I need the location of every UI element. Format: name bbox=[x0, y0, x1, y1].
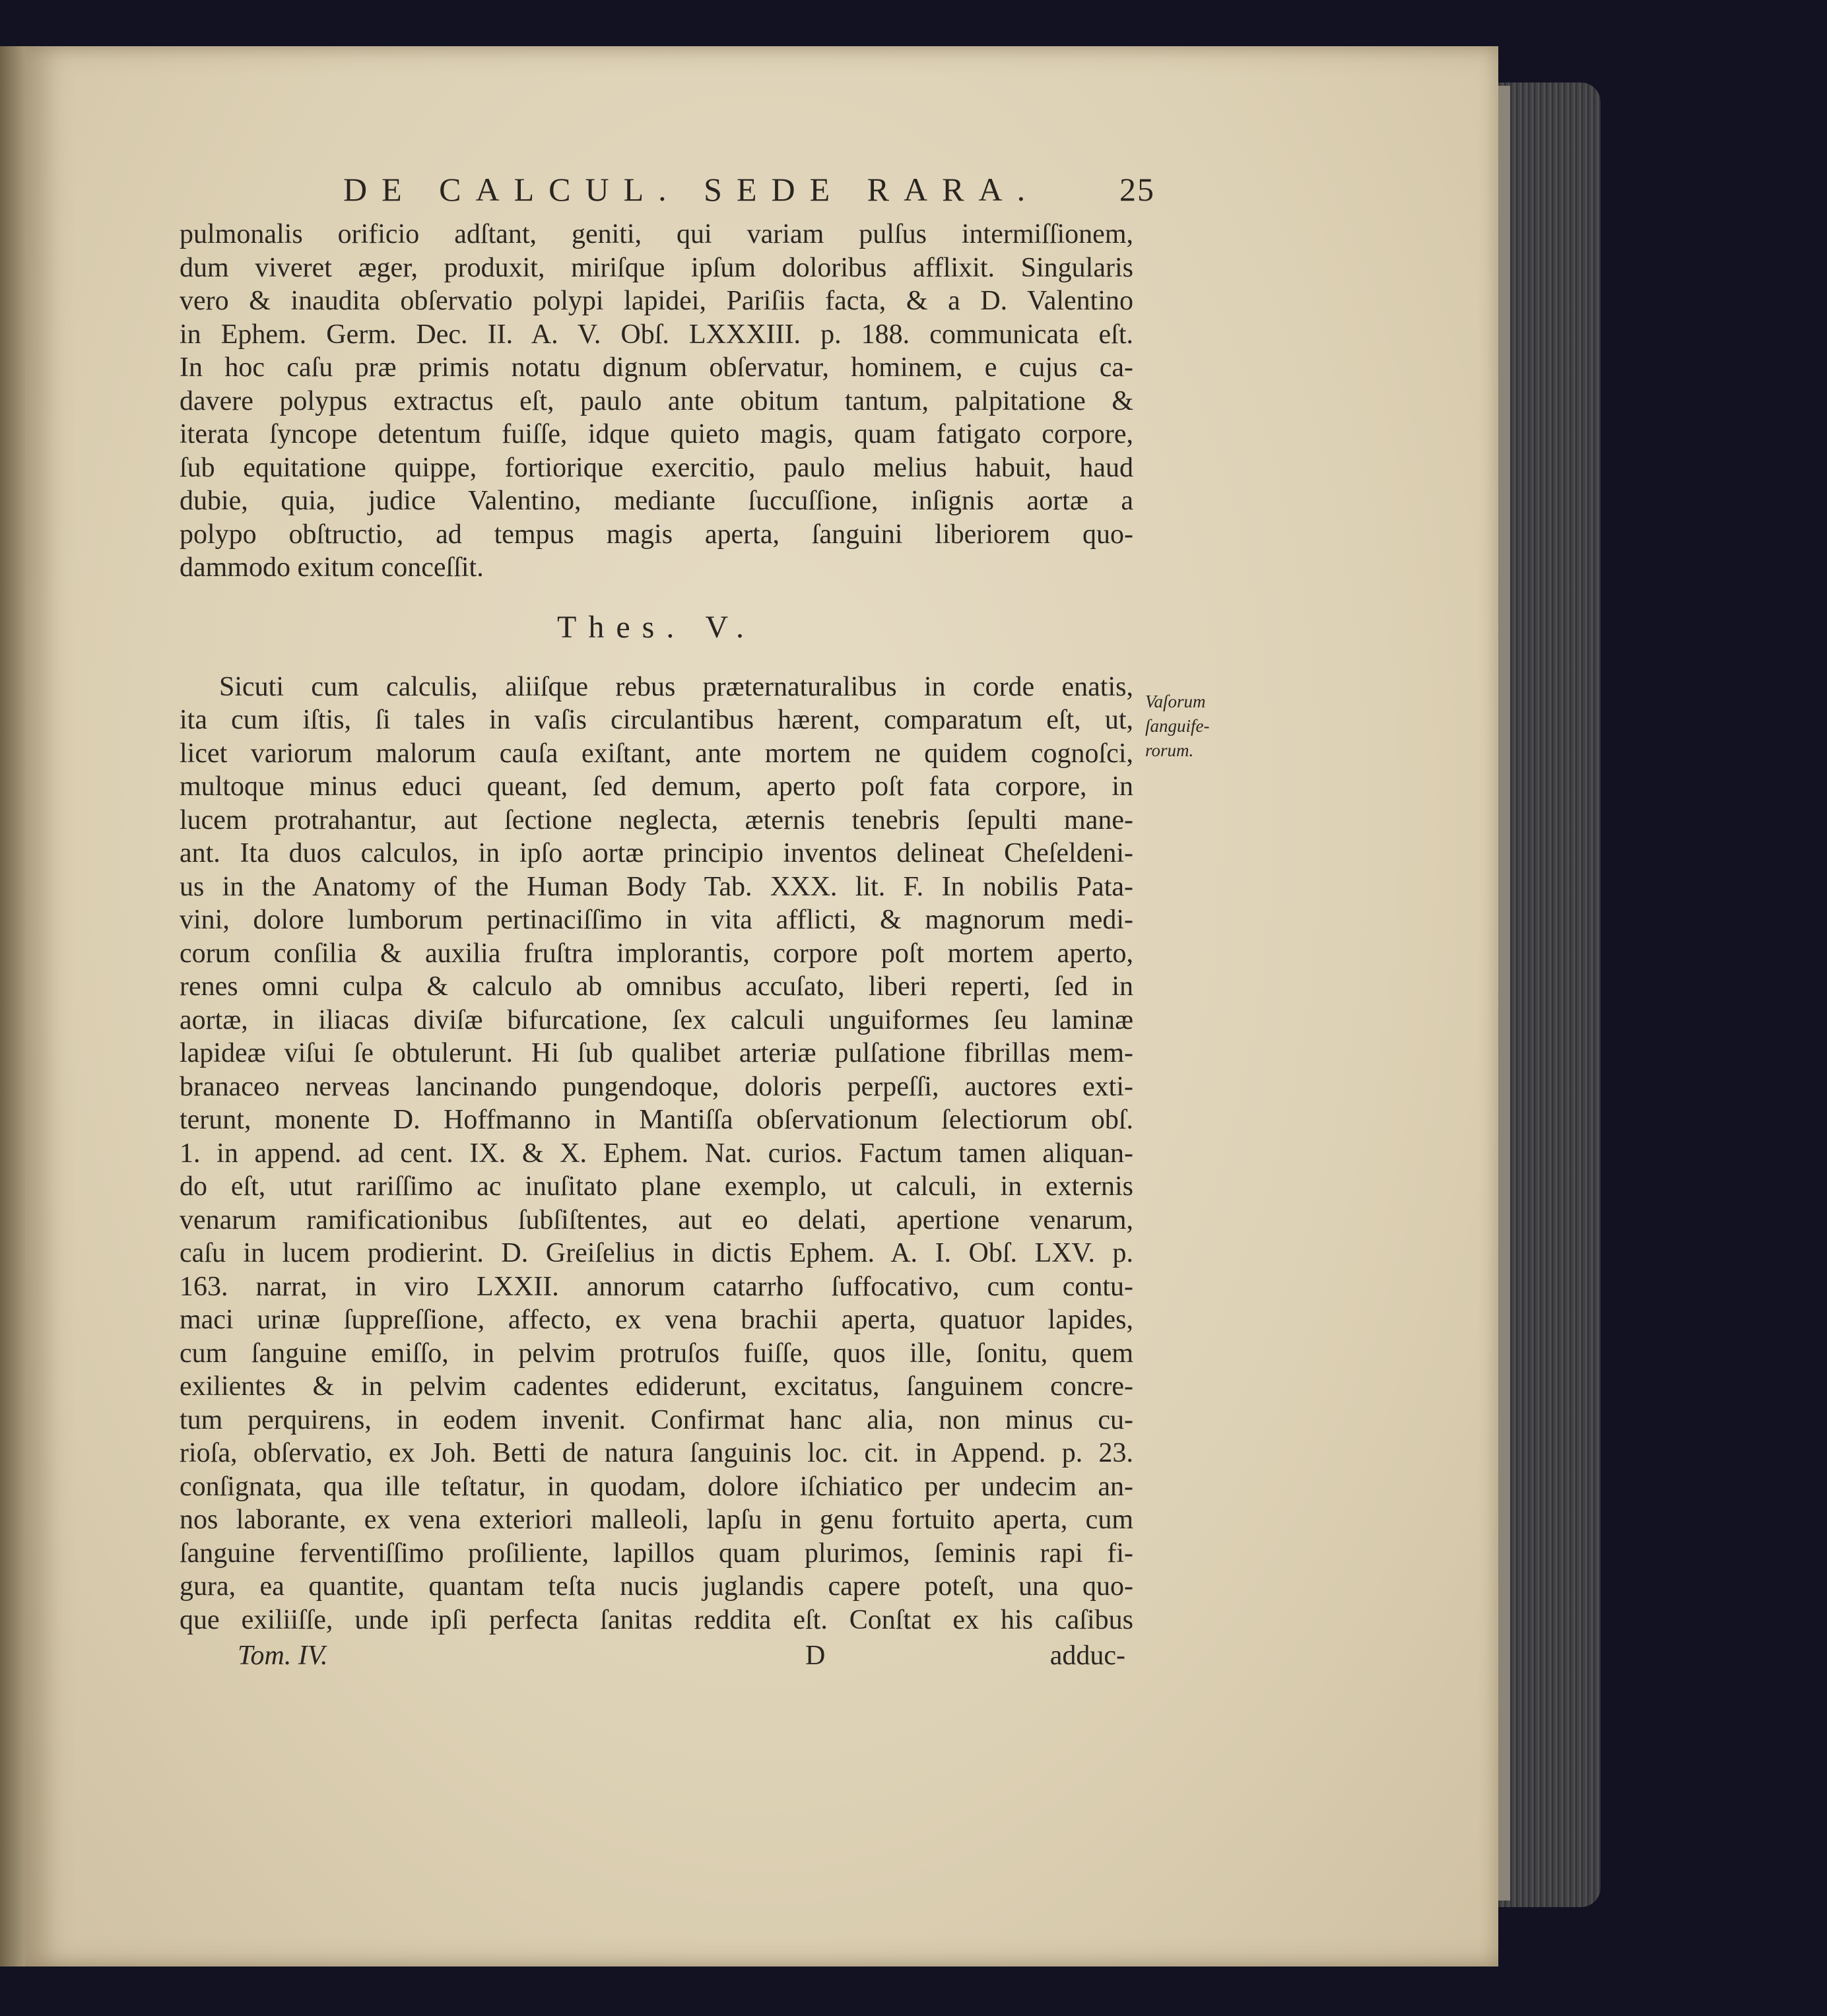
thesis-heading: Thes. V. bbox=[557, 609, 756, 645]
signature-mark: D bbox=[805, 1641, 826, 1671]
main-text bbox=[180, 218, 1133, 1637]
text-line: us in the Anatomy of the Human Body Tab. XXX. lit. F. In nobilis Pata- bbox=[180, 871, 1133, 902]
page-stack-edge bbox=[1497, 86, 1510, 1901]
catchword: adduc- bbox=[1049, 1641, 1125, 1671]
text-line: branaceo nerveas lancinando pungendoque, doloris perpeſſi, auctores exti- bbox=[180, 1071, 1133, 1102]
text-line: lapideæ viſui ſe obtulerunt. Hi ſub qualibet arteriæ pulſatione fibrillas mem- bbox=[180, 1038, 1133, 1068]
text-line: licet variorum malorum cauſa exiſtant, ante mortem ne quidem cognoſci, bbox=[180, 738, 1133, 769]
facing-page-edge bbox=[0, 46, 25, 1967]
text-line: ſub equitatione quippe, fortiorique exercitio, paulo melius habuit, haud bbox=[180, 452, 1133, 483]
text-line: dubie, quia, judice Valentino, mediante ſuccuſſione, inſignis aortæ a bbox=[180, 486, 1133, 516]
text-line: polypo obſtructio, ad tempus magis aperta, ſanguini liberiorem quo- bbox=[180, 519, 1133, 550]
volume-mark: Tom. IV. bbox=[238, 1641, 328, 1671]
text-line: venarum ramificationibus ſubſiſtentes, aut eo delati, apertione venarum, bbox=[180, 1204, 1133, 1235]
page-number: 25 bbox=[1119, 171, 1155, 208]
text-line: in Ephem. Germ. Dec. II. A. V. Obſ. LXXXIII. p. 188. communicata eſt. bbox=[180, 319, 1133, 350]
text-line: In hoc caſu præ primis notatu dignum obſervatur, hominem, e cujus ca- bbox=[180, 352, 1133, 383]
book-fore-edge bbox=[1495, 82, 1601, 1907]
paragraph-continued bbox=[180, 218, 1133, 585]
text-line: renes omni culpa & calculo ab omnibus accuſato, liberi reperti, ſed in bbox=[180, 971, 1133, 1002]
text-line: gura, ea quantite, quantam teſta nucis juglandis capere poteſt, una quo- bbox=[180, 1571, 1133, 1602]
running-head-title: DE CALCUL. SEDE RARA. bbox=[343, 171, 1040, 208]
text-line: vini, dolore lumborum pertinaciſſimo in vita afflicti, & magnorum medi- bbox=[180, 905, 1133, 935]
text-line: davere polypus extractus eſt, paulo ante obitum tantum, palpitatione & bbox=[180, 385, 1133, 416]
text-line: exilientes & in pelvim cadentes ediderunt, excitatus, ſanguinem concre- bbox=[180, 1371, 1133, 1402]
text-line: dum viveret æger, produxit, miriſque ipſum doloribus afflixit. Singularis bbox=[180, 252, 1133, 283]
text-line: 163. narrat, in viro LXXII. annorum catarrho ſuffocativo, cum contu- bbox=[180, 1271, 1133, 1302]
text-line: pulmonalis orificio adſtant, geniti, qui variam pulſus intermiſſionem, bbox=[180, 219, 1133, 249]
margin-note-line: Vaſorum bbox=[1145, 692, 1206, 711]
text-line: que exiliiſſe, unde ipſi perfecta ſanitas reddita eſt. Conſtat ex his caſibus bbox=[180, 1604, 1133, 1635]
marginal-note bbox=[1145, 690, 1238, 763]
text-line: rioſa, obſervatio, ex Joh. Betti de natura ſanguinis loc. cit. in Append. p. 23. bbox=[180, 1438, 1133, 1468]
text-line: dammodo exitum conceſſit. bbox=[180, 552, 484, 583]
text-line: vero & inaudita obſervatio polypi lapidei, Pariſiis facta, & a D. Valentino bbox=[180, 286, 1133, 316]
text-line: terunt, monente D. Hoffmanno in Mantiſſa obſervationum ſelectiorum obſ. bbox=[180, 1105, 1133, 1135]
text-line: ſanguine ferventiſſimo proſiliente, lapillos quam plurimos, ſeminis rapi fi- bbox=[180, 1538, 1133, 1569]
text-line: Sicuti cum calculis, aliiſque rebus præternaturalibus in corde enatis, bbox=[219, 671, 1133, 702]
page-footer bbox=[238, 1640, 1125, 1679]
paragraph-thesis bbox=[180, 670, 1133, 1637]
text-line: ita cum iſtis, ſi tales in vaſis circulantibus hærent, comparatum eſt, ut, bbox=[180, 705, 1133, 735]
text-line: multoque minus educi queant, ſed demum, aperto poſt fata corpore, in bbox=[180, 771, 1133, 802]
text-line: conſignata, qua ille teſtatur, in quodam, dolore iſchiatico per undecim an- bbox=[180, 1471, 1133, 1502]
text-line: tum perquirens, in eodem invenit. Confirmat hanc alia, non minus cu- bbox=[180, 1404, 1133, 1435]
text-line: lucem protrahantur, aut ſectione neglecta, æternis tenebris ſepulti mane- bbox=[180, 804, 1133, 835]
margin-note-line: ſanguife- bbox=[1145, 716, 1210, 736]
text-line: cum ſanguine emiſſo, in pelvim protruſos fuiſſe, quos ille, ſonitu, quem bbox=[180, 1338, 1133, 1369]
text-line: corum conſilia & auxilia fruſtra implorantis, corpore poſt mortem aperto, bbox=[180, 938, 1133, 969]
text-line: maci urinæ ſuppreſſione, affecto, ex vena brachii aperta, quatuor lapides, bbox=[180, 1305, 1133, 1335]
text-line: ant. Ita duos calculos, in ipſo aortæ principio inventos delineat Cheſeldeni- bbox=[180, 838, 1133, 868]
margin-note-line: rorum. bbox=[1145, 740, 1194, 760]
text-line: do eſt, utut rariſſimo ac inuſitato plane exemplo, ut calculi, in externis bbox=[180, 1171, 1133, 1202]
text-line: caſu in lucem prodierint. D. Greiſelius in dictis Ephem. A. I. Obſ. LXV. p. bbox=[180, 1238, 1133, 1268]
text-line: iterata ſyncope detentum fuiſſe, idque quieto magis, quam fatigato corpore, bbox=[180, 419, 1133, 449]
text-line: 1. in append. ad cent. IX. & X. Ephem. Nat. curios. Factum tamen aliquan- bbox=[180, 1138, 1133, 1169]
text-line: nos laborante, ex vena exteriori malleoli, lapſu in genu fortuito aperta, cum bbox=[180, 1505, 1133, 1535]
text-line: aortæ, in iliacas diviſæ bifurcatione, ſex calculi unguiformes ſeu laminæ bbox=[180, 1004, 1133, 1035]
